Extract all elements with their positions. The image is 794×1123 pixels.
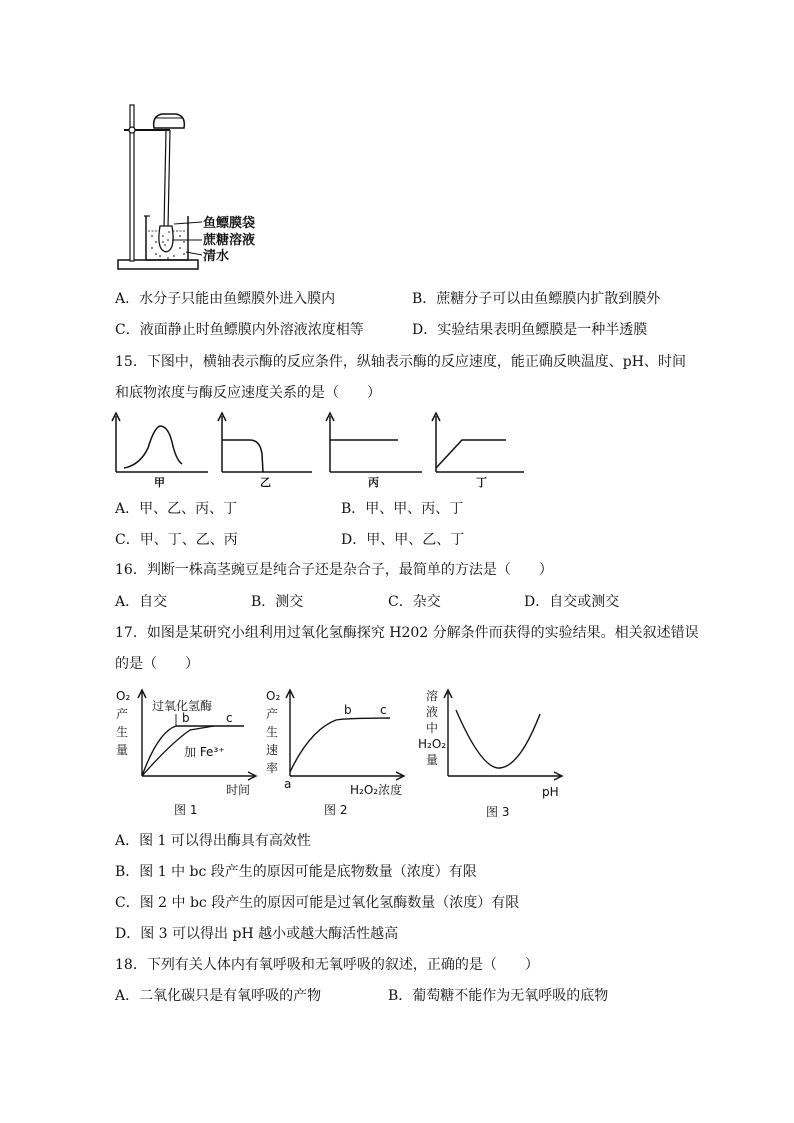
fig1-point-b: b	[182, 711, 190, 725]
fig2-point-a: a	[284, 777, 292, 791]
q16-option-a: A．自交	[115, 594, 168, 610]
q14-option-b: B．蔗糖分子可以由鱼鳔膜内扩散到膜外	[412, 291, 661, 307]
fig3-ylabel-h2o2: H₂O₂	[418, 737, 447, 751]
fig1-ylabel-sheng: 生	[116, 725, 129, 739]
q18-option-a: A．二氧化碳只是有氧呼吸的产物	[115, 988, 322, 1004]
fig2-caption: 图 2	[324, 803, 348, 817]
fig1-ylabel-liang: 量	[116, 743, 129, 757]
label-sucrose-solution: 蔗糖溶液	[203, 233, 256, 248]
fig3-ylabel-ye: 液	[426, 705, 439, 719]
q15-option-a: A．甲、乙、丙、丁	[115, 501, 238, 517]
fig1-point-c: c	[226, 711, 233, 725]
osmosis-apparatus-figure	[110, 100, 300, 275]
graph-jia	[112, 413, 208, 489]
fig2-ylabel-lv: 率	[266, 761, 279, 775]
q15-option-d: D．甲、甲、乙、丁	[341, 532, 465, 548]
q17-figures	[110, 684, 570, 824]
figure-1	[116, 689, 256, 817]
fig3-caption: 图 3	[486, 805, 510, 819]
q15-graphs	[110, 410, 530, 490]
q14-option-a: A．水分子只能由鱼鳔膜外进入膜内	[115, 291, 336, 307]
fig2-ylabel-o2: O₂	[266, 689, 281, 703]
fig2-point-b: b	[344, 703, 352, 717]
q14-option-d: D．实验结果表明鱼鳔膜是一种半透膜	[412, 322, 648, 338]
graph-label-jia: 甲	[154, 476, 165, 489]
fig1-curve-enzyme: 过氧化氢酶	[152, 699, 213, 713]
graph-yi	[218, 413, 312, 489]
q16-option-c: C．杂交	[388, 594, 441, 610]
fig3-ylabel-liang: 量	[426, 753, 439, 767]
fig2-ylabel-chan: 产	[266, 707, 279, 721]
q17-stem-line1: 17．如图是某研究小组利用过氧化氢酶探究 H202 分解条件而获得的实验结果。相关叙述错误	[115, 625, 699, 641]
q15-stem-line2: 和底物浓度与酶反应速度关系的是（ ）	[115, 385, 381, 401]
q17-option-c: C．图 2 中 bc 段产生的原因可能是过氧化氢酶数量（浓度）有限	[115, 895, 520, 911]
q17-option-d: D．图 3 可以得出 pH 越小或越大酶活性越高	[115, 926, 399, 942]
q18-stem: 18．下列有关人体内有氧呼吸和无氧呼吸的叙述，正确的是（ ）	[115, 957, 539, 973]
fig1-ylabel-o2: O₂	[116, 689, 131, 703]
figure-2	[266, 689, 404, 817]
fig2-xlabel: H₂O₂浓度	[350, 783, 403, 797]
fig2-ylabel-su: 速	[266, 743, 279, 757]
q16-option-d: D．自交或测交	[524, 594, 620, 610]
graph-bing	[326, 413, 422, 489]
fish-bladder-bag	[159, 226, 173, 252]
fig3-ylabel-rong: 溶	[426, 689, 439, 703]
fig2-point-c: c	[380, 703, 387, 717]
q17-option-b: B．图 1 中 bc 段产生的原因可能是底物数量（浓度）有限	[115, 864, 477, 880]
graph-label-bing: 丙	[368, 476, 379, 489]
fig2-ylabel-sheng: 生	[266, 725, 279, 739]
fig1-ylabel-chan: 产	[116, 707, 129, 721]
label-fish-bladder-bag: 鱼鳔膜袋	[203, 216, 256, 231]
fig1-caption: 图 1	[174, 803, 198, 817]
q17-stem-line2: 的是（ ）	[115, 656, 199, 672]
q18-option-b: B．葡萄糖不能作为无氧呼吸的底物	[388, 988, 609, 1004]
q16-option-b: B．测交	[251, 594, 304, 610]
q15-option-b: B．甲、甲、丙、丁	[341, 501, 464, 517]
q17-option-a: A．图 1 可以得出酶具有高效性	[115, 833, 311, 849]
q16-stem: 16．判断一株高茎豌豆是纯合子还是杂合子，最简单的方法是（ ）	[115, 562, 553, 578]
fig3-xlabel: pH	[542, 785, 559, 799]
q14-option-c: C．液面静止时鱼鳔膜内外溶液浓度相等	[115, 322, 364, 338]
graph-label-yi: 乙	[260, 476, 271, 489]
q15-option-c: C．甲、丁、乙、丙	[115, 532, 238, 548]
q15-stem-line1: 15．下图中，横轴表示酶的反应条件，纵轴表示酶的反应速度，能正确反映温度、pH、时间	[115, 354, 686, 370]
graph-ding	[432, 413, 524, 489]
graph-label-ding: 丁	[476, 476, 487, 489]
label-clear-water: 清水	[203, 249, 230, 264]
fig1-curve-fe: 加 Fe³⁺	[184, 745, 225, 759]
figure-3	[418, 688, 562, 819]
fig1-xlabel: 时间	[226, 783, 251, 797]
fig3-ylabel-zhong: 中	[426, 721, 439, 735]
